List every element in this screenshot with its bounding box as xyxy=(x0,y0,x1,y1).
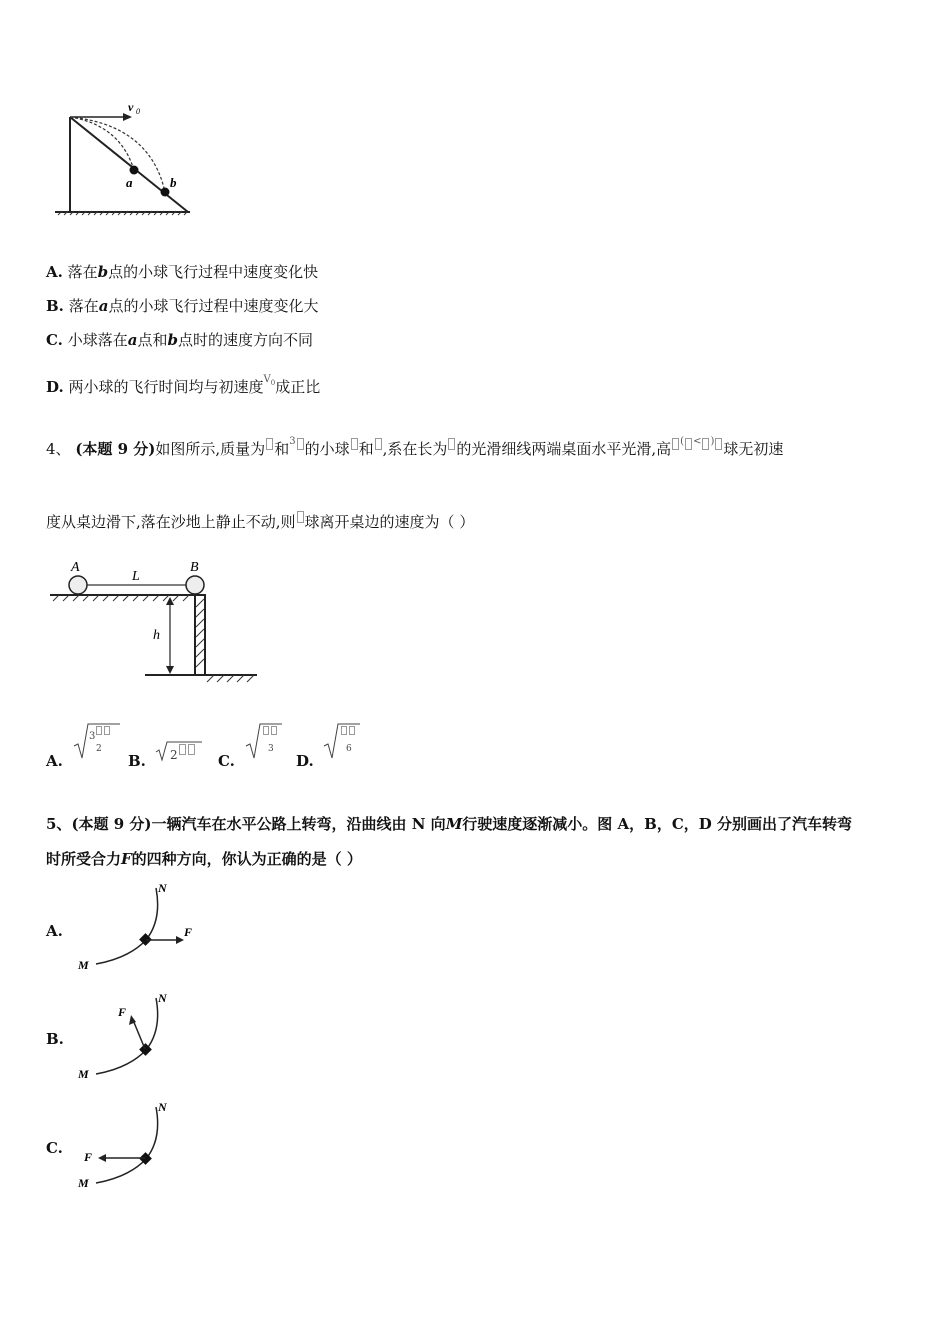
ball-a-label: A xyxy=(71,560,80,575)
incline-projectile-figure xyxy=(50,95,200,225)
n-label: N xyxy=(158,1100,167,1114)
missing-glyph xyxy=(702,438,709,450)
q5-option-a[interactable]: A. N M F xyxy=(46,880,226,975)
q3-option-a[interactable]: A. 落在b点的小球飞行过程中速度变化快 xyxy=(46,263,319,281)
f-label: F xyxy=(84,1150,93,1164)
missing-glyph xyxy=(266,438,273,450)
string-length-label: L xyxy=(132,569,140,584)
curve-force-diagram-a xyxy=(74,880,214,975)
point-a-label: a xyxy=(126,175,133,190)
v0-label: v xyxy=(128,100,134,114)
q5-option-c[interactable]: C. N M F xyxy=(46,1097,226,1192)
missing-glyph xyxy=(297,511,304,523)
q4-stem-line2: 度从桌边滑下,落在沙地上静止不动,则 球离开桌边的速度为（ ） xyxy=(46,513,475,531)
f-label: F xyxy=(184,925,193,939)
ball-b-label: B xyxy=(190,560,199,575)
q4-stem-line1: 4、 (本题 9 分)如图所示,质量为 和$^3$ 的小球 和 ,系在长为 的光滑细线两端桌面水平光滑,高 ( < ) 球无初速 xyxy=(46,436,784,458)
q5-stem-line2: 时所受合力F的四种方向，你认为正确的是（ ） xyxy=(46,850,362,868)
curve-force-diagram-b xyxy=(74,988,214,1083)
q3-option-c[interactable]: C. 小球落在a点和b点时的速度方向不同 xyxy=(46,331,313,349)
missing-glyph xyxy=(375,438,382,450)
n-label: N xyxy=(158,991,167,1005)
q3-option-d[interactable]: D. 两小球的飞行时间均与初速度$^{V0}$成正比 xyxy=(46,374,321,396)
height-label: h xyxy=(153,628,160,643)
m-label: M xyxy=(78,958,89,972)
n-label: N xyxy=(158,881,167,895)
m-label: M xyxy=(78,1176,89,1190)
curve-force-diagram-c xyxy=(74,1097,214,1192)
missing-glyph xyxy=(685,438,692,450)
m-label: M xyxy=(78,1067,89,1081)
missing-glyph xyxy=(448,438,455,450)
missing-glyph xyxy=(351,438,358,450)
q3-option-b[interactable]: B. 落在a点的小球飞行过程中速度变化大 xyxy=(46,297,319,315)
f-label: F xyxy=(118,1005,127,1019)
missing-glyph xyxy=(672,438,679,450)
point-b-label: b xyxy=(170,175,177,190)
v0-subscript: 0 xyxy=(136,107,140,116)
q5-stem-line1: 5、(本题 9 分)一辆汽车在水平公路上转弯，沿曲线由 N 向M行驶速度逐渐减小。图 A，B，C，D 分别画出了汽车转弯 xyxy=(46,815,853,833)
missing-glyph xyxy=(715,438,722,450)
q5-option-b[interactable]: B. N M F xyxy=(46,988,226,1083)
table-balls-figure xyxy=(45,555,270,695)
missing-glyph xyxy=(297,438,304,450)
